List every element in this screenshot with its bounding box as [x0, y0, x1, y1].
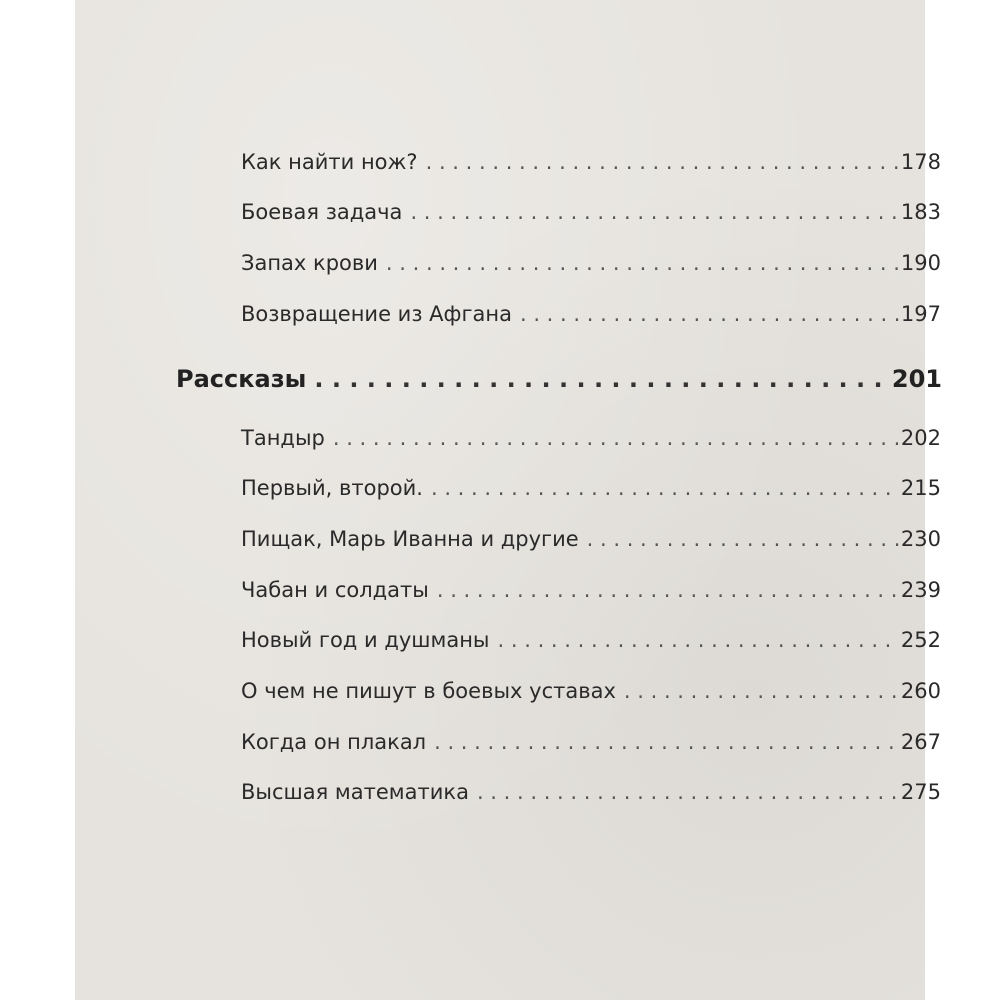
toc-entry [241, 202, 941, 223]
toc-entry-title: Чабан и солдаты [241, 578, 429, 602]
toc-entry [241, 152, 941, 173]
dot-leader [410, 202, 898, 223]
toc-entry-page: 190 [900, 251, 941, 275]
table-of-contents [75, 0, 942, 1000]
toc-entry [241, 304, 941, 325]
toc-entry [241, 428, 941, 449]
toc-entry-title: Первый, второй. [241, 476, 423, 500]
toc-entry-page: 275 [900, 780, 941, 804]
toc-entry-page: 183 [900, 200, 941, 224]
dot-leader [426, 152, 899, 173]
dot-leader [333, 428, 899, 449]
toc-entry-page: 252 [900, 628, 941, 652]
toc-entry-title: Как найти нож? [241, 150, 418, 174]
toc-entry-page: 197 [900, 302, 941, 326]
toc-entry [241, 529, 941, 550]
toc-entry [241, 478, 941, 499]
toc-section-title: Рассказы [176, 365, 307, 393]
book-page [75, 0, 942, 1000]
toc-entry-title: Пищак, Марь Иванна и другие [241, 527, 579, 551]
toc-entry [241, 580, 941, 601]
dot-leader [477, 782, 899, 803]
toc-entry-page: 178 [900, 150, 941, 174]
toc-entry-title: Высшая математика [241, 780, 469, 804]
toc-section-page: 201 [891, 365, 942, 393]
toc-entry-page: 267 [900, 730, 941, 754]
toc-entry-title: О чем не пишут в боевых уставах [241, 679, 616, 703]
toc-entry [241, 782, 941, 803]
dot-leader [520, 304, 899, 325]
toc-entry [241, 681, 941, 702]
toc-entry-title: Запах крови [241, 251, 378, 275]
toc-section-heading [176, 367, 942, 391]
dot-leader [587, 529, 899, 550]
toc-entry [241, 253, 941, 274]
toc-entry [241, 630, 941, 651]
toc-entry-page: 239 [900, 578, 941, 602]
toc-entry-title: Тандыр [241, 426, 325, 450]
toc-entry-title: Боевая задача [241, 200, 403, 224]
dot-leader [624, 681, 899, 702]
dot-leader [498, 630, 899, 651]
toc-entry [241, 732, 941, 753]
toc-entry-page: 230 [900, 527, 941, 551]
toc-entry-title: Когда он плакал [241, 730, 427, 754]
dot-leader [314, 367, 890, 391]
dot-leader [437, 580, 899, 601]
toc-entry-page: 215 [900, 476, 941, 500]
dot-leader [434, 732, 899, 753]
toc-entry-page: 202 [900, 426, 941, 450]
toc-entry-title: Новый год и душманы [241, 628, 490, 652]
dot-leader [431, 478, 899, 499]
toc-entry-title: Возвращение из Афгана [241, 302, 512, 326]
toc-entry-page: 260 [900, 679, 941, 703]
dot-leader [386, 253, 899, 274]
